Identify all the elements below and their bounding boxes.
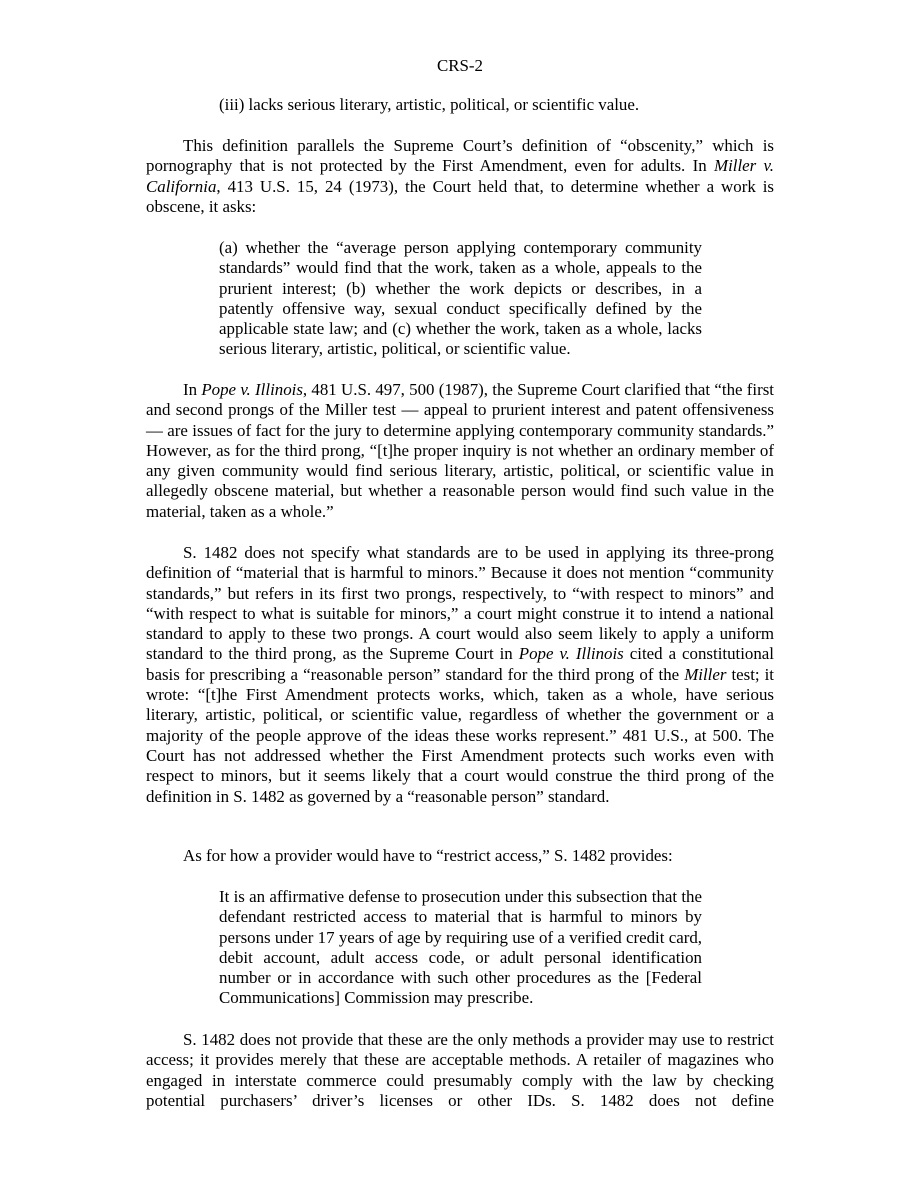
paragraph-acceptable-methods: S. 1482 does not provide that these are the only methods a provider may use to restrict access; it provides merely that these are acceptable methods. A retailer of magazines who engaged in interstate commerce could presumably comply with the law by checking potential purchasers’ driver’s licenses or other IDs. S. 1482 does not define — [146, 1030, 774, 1110]
block-quote-miller-test: (a) whether the “average person applying contemporary community standards” would find that the work, taken as a whole, appeals to the prurient interest; (b) whether the work depicts or describes, in a patently offensive way, sexual conduct specifically defined by the applicable state law; and (c) whether the work, taken as a whole, lacks serious literary, artistic, political, or scientific value. — [219, 238, 702, 359]
paragraph-pope-v-illinois — [146, 380, 774, 522]
paragraph-text: S. 1482 does not specify what standards are to be used in applying its three-prong definition of “material that is harmful to minors.” Because it does not mention “community standards,” but refers in its first two prongs, respectively, to “with respect to minors” and “with respect to what is suitable for minors,” a court might construe it to intend a national standard to apply to these two prongs. A court would also seem likely to apply a uniform standard to the third prong, as the Supreme Court in — [146, 543, 774, 664]
case-citation: Miller — [684, 664, 727, 684]
block-quote-affirmative-defense: It is an affirmative defense to prosecution under this subsection that the defendant restricted access to material that is harmful to minors by persons under 17 years of age by requiring use of a verified credit card, debit account, adult access code, or adult personal identification number or in accordance with such other procedures as the [Federal Communications] Commission may prescribe. — [219, 887, 702, 1008]
paragraph-obscenity-definition — [146, 136, 774, 217]
paragraph-text: , 481 U.S. 497, 500 (1987), the Supreme Court clarified that “the first and second prongs of the Miller test — appeal to prurient interest and patent offensiveness — are issues of fact for the jury to determine applying contemporary community standards.” However, as for the third prong, “[t]he proper inquiry is not whether an ordinary member of any given community would find serious literary, artistic, political, or scientific value in allegedly obscene material, but whether a reasonable person would find such value in the material, taken as a whole.” — [146, 380, 774, 521]
page-header: CRS-2 — [437, 56, 483, 75]
paragraph-text: In — [183, 380, 202, 399]
case-citation: Pope v. Illinois — [518, 644, 624, 664]
case-citation: Miller v. California — [146, 156, 775, 196]
definition-item-iii: (iii) lacks serious literary, artistic, political, or scientific value. — [219, 95, 640, 114]
paragraph-text: test; it wrote: “[t]he First Amendment protects works, which, taken as a whole, have serious literary, artistic, political, or scientific value, regardless of whether the government or a majority of the people approve of the ideas these works represent.” 481 U.S., at 500. The Court has not addressed whether the First Amendment protects such works even with respect to minors, but it seems likely that a court would construe the third prong of the definition in S. 1482 as governed by a “reasonable person” standard. — [146, 664, 775, 806]
paragraph-text: This definition parallels the Supreme Court’s definition of “obscenity,” which is pornography that is not protected by the First Amendment, even for adults. In — [146, 136, 774, 176]
paragraph-text: , 413 U.S. 15, 24 (1973), the Court held that, to determine whether a work is obscene, it asks: — [146, 176, 774, 216]
case-citation: Pope v. Illinois — [201, 380, 303, 399]
paragraph-s1482-standards — [146, 543, 774, 807]
paragraph-text: cited a constitutional basis for prescribing a “reasonable person” standard for the third prong of the — [146, 644, 774, 684]
paragraph-restrict-access-intro: As for how a provider would have to “restrict access,” S. 1482 provides: — [183, 846, 673, 865]
